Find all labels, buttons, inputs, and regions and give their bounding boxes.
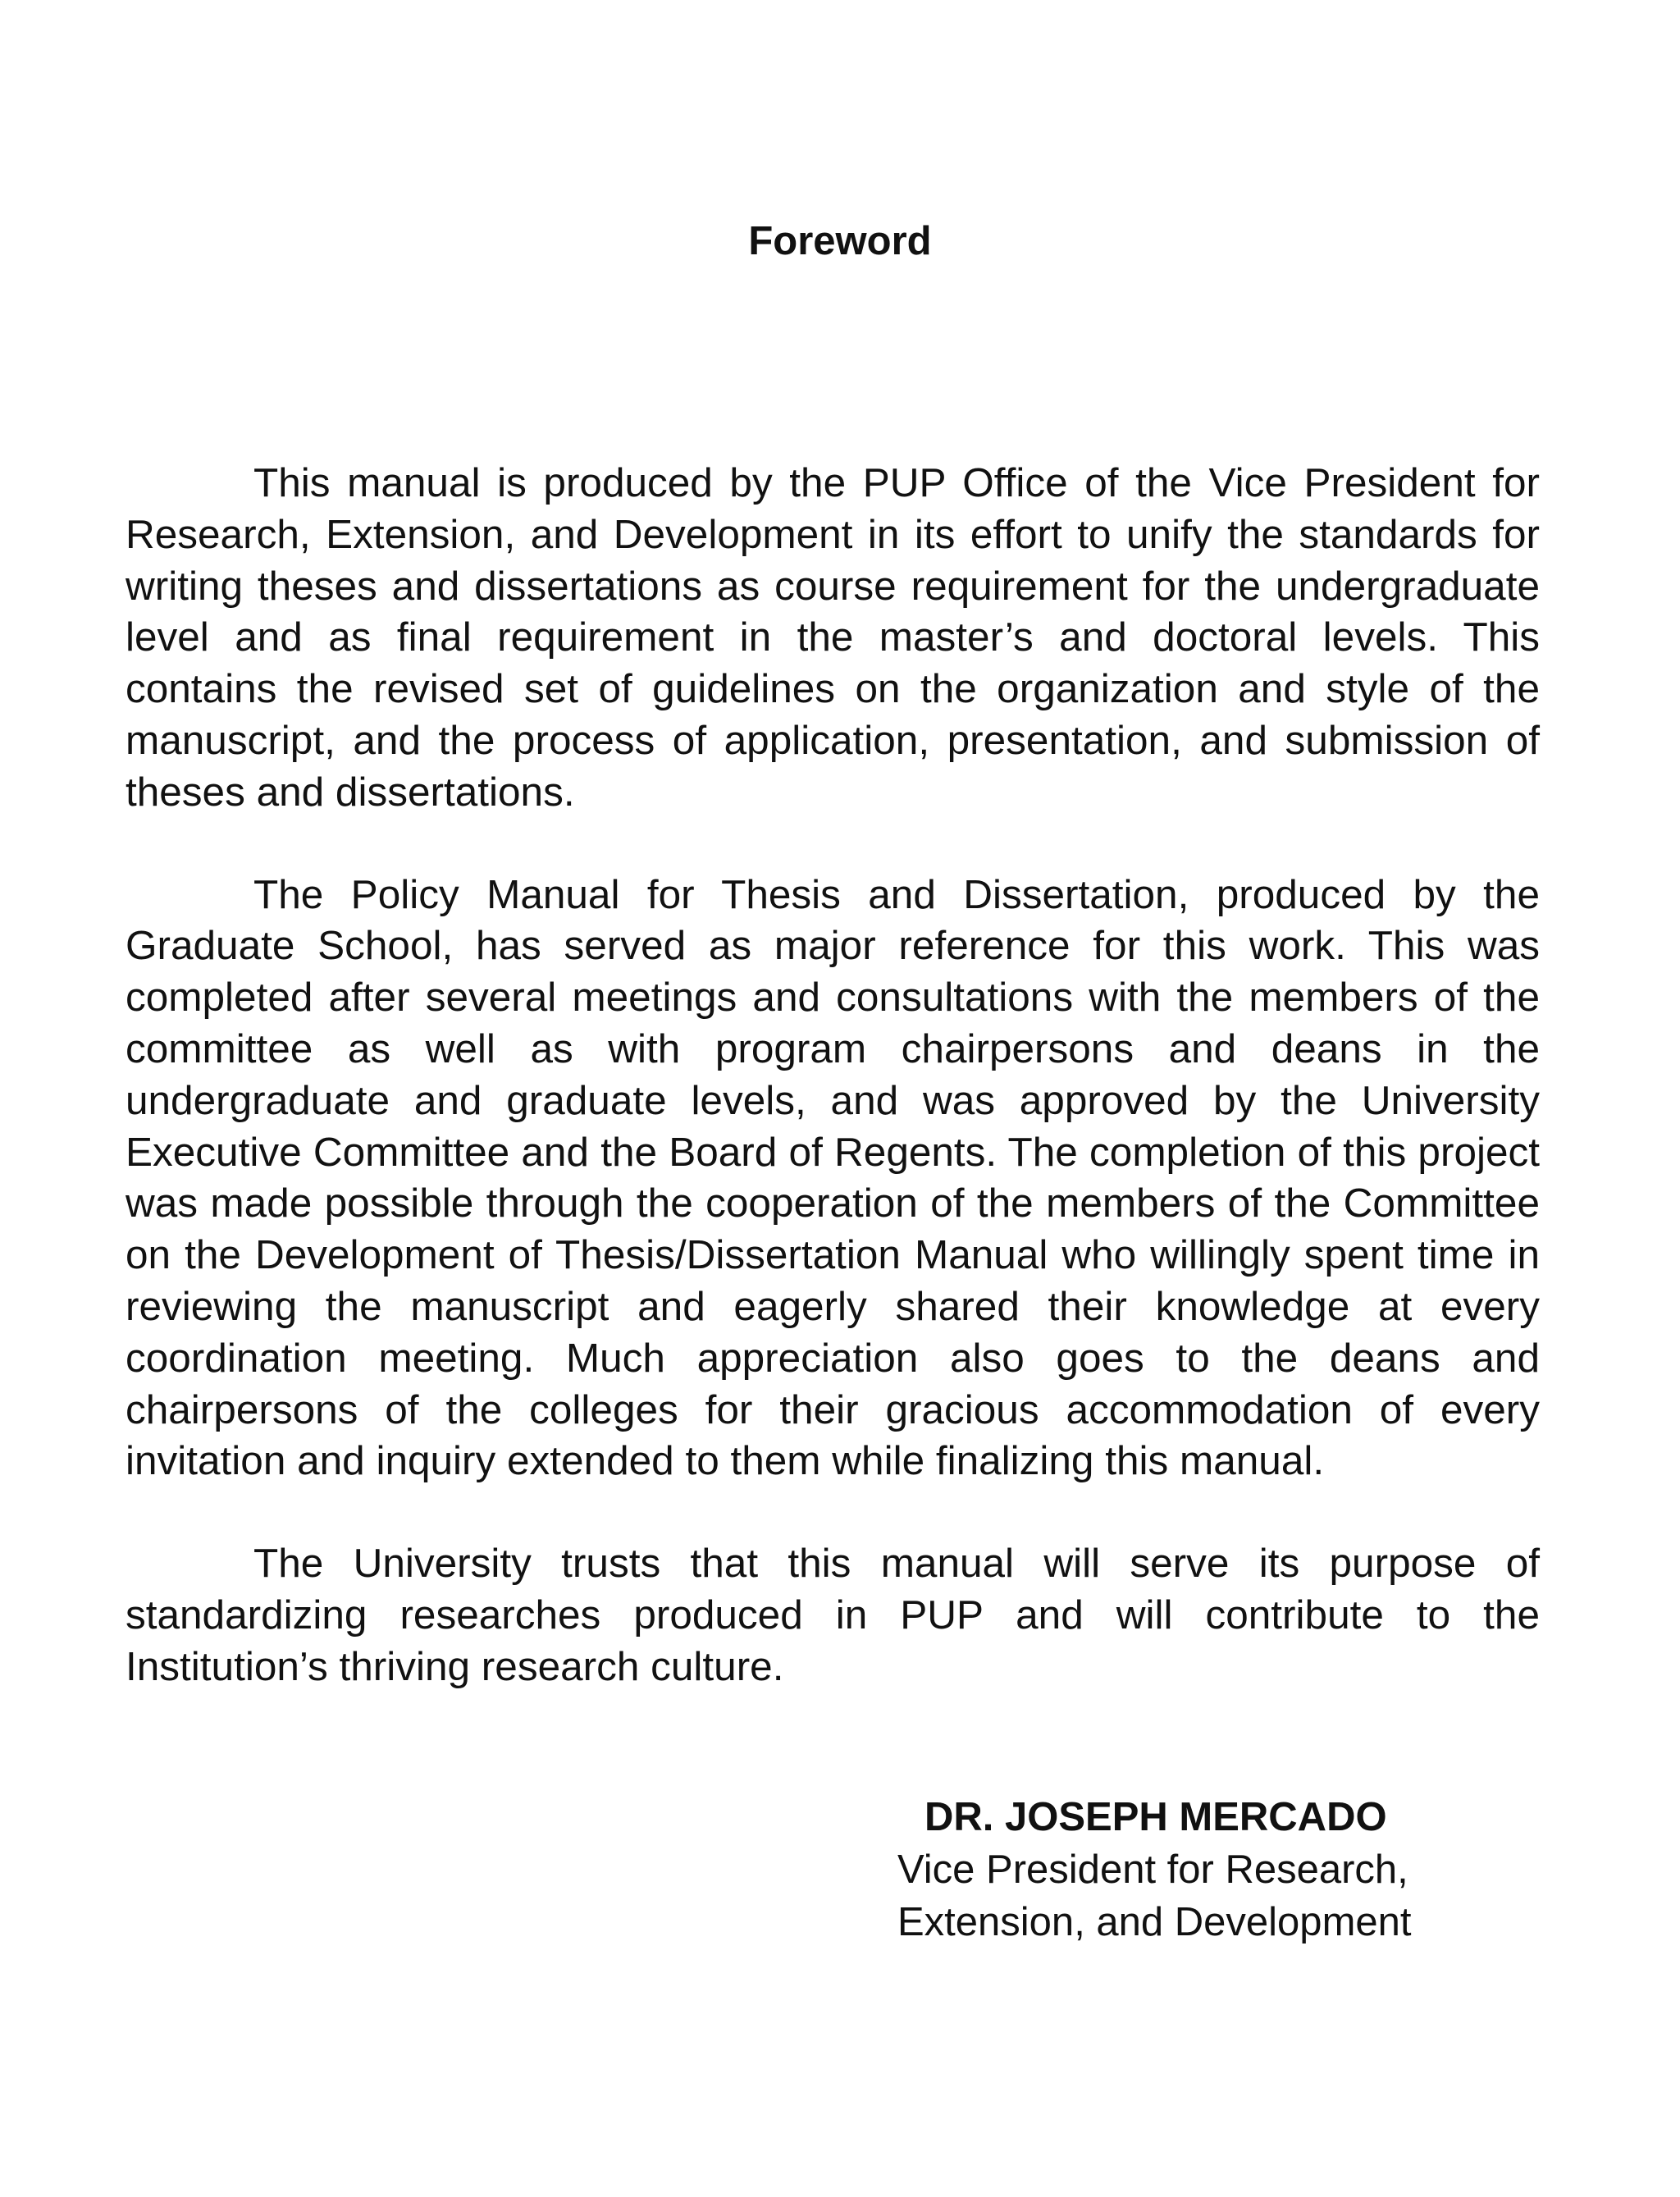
- foreword-body: [126, 458, 1540, 1744]
- paragraph-3: The University trusts that this manual will serve its purpose of standardizing researches produced in PUP and will contribute to the Institution’s thriving research culture.: [126, 1541, 1540, 1689]
- paragraph-2: The Policy Manual for Thesis and Dissertation, produced by the Graduate School, has served as major reference for this work. This was completed after several meetings and consultations with the members of the committee as well as with program chairpersons and deans in the undergraduate and graduate levels, and was approved by the University Executive Committee and the Board of Regents. The completion of this project was made possible through the cooperation of the members of the Committee on the Development of Thesis/Dissertation Manual who willingly spent time in reviewing the manuscript and eagerly shared their knowledge at every coordination meeting. Much appreciation also goes to the deans and chairpersons of the colleges for their gracious accommodation of every invitation and inquiry extended to them while finalizing this manual.: [126, 871, 1540, 1484]
- signature-block: [897, 1791, 1636, 1948]
- paragraph-1: This manual is produced by the PUP Office of the Vice President for Research, Extension, and Development in its effort to unify the standards for writing theses and dissertations as course requirement for the undergraduate level and as final requirement in the master’s and doctoral levels. This contains the revised set of guidelines on the organization and style of the manuscript, and the process of application, presentation, and submission of theses and dissertations.: [126, 460, 1540, 815]
- signatory-name: DR. JOSEPH MERCADO: [924, 1795, 1387, 1839]
- page-title: Foreword: [748, 219, 932, 263]
- signatory-position-line-2: Extension, and Development: [897, 1900, 1412, 1944]
- signatory-position-line-1: Vice President for Research,: [897, 1848, 1408, 1892]
